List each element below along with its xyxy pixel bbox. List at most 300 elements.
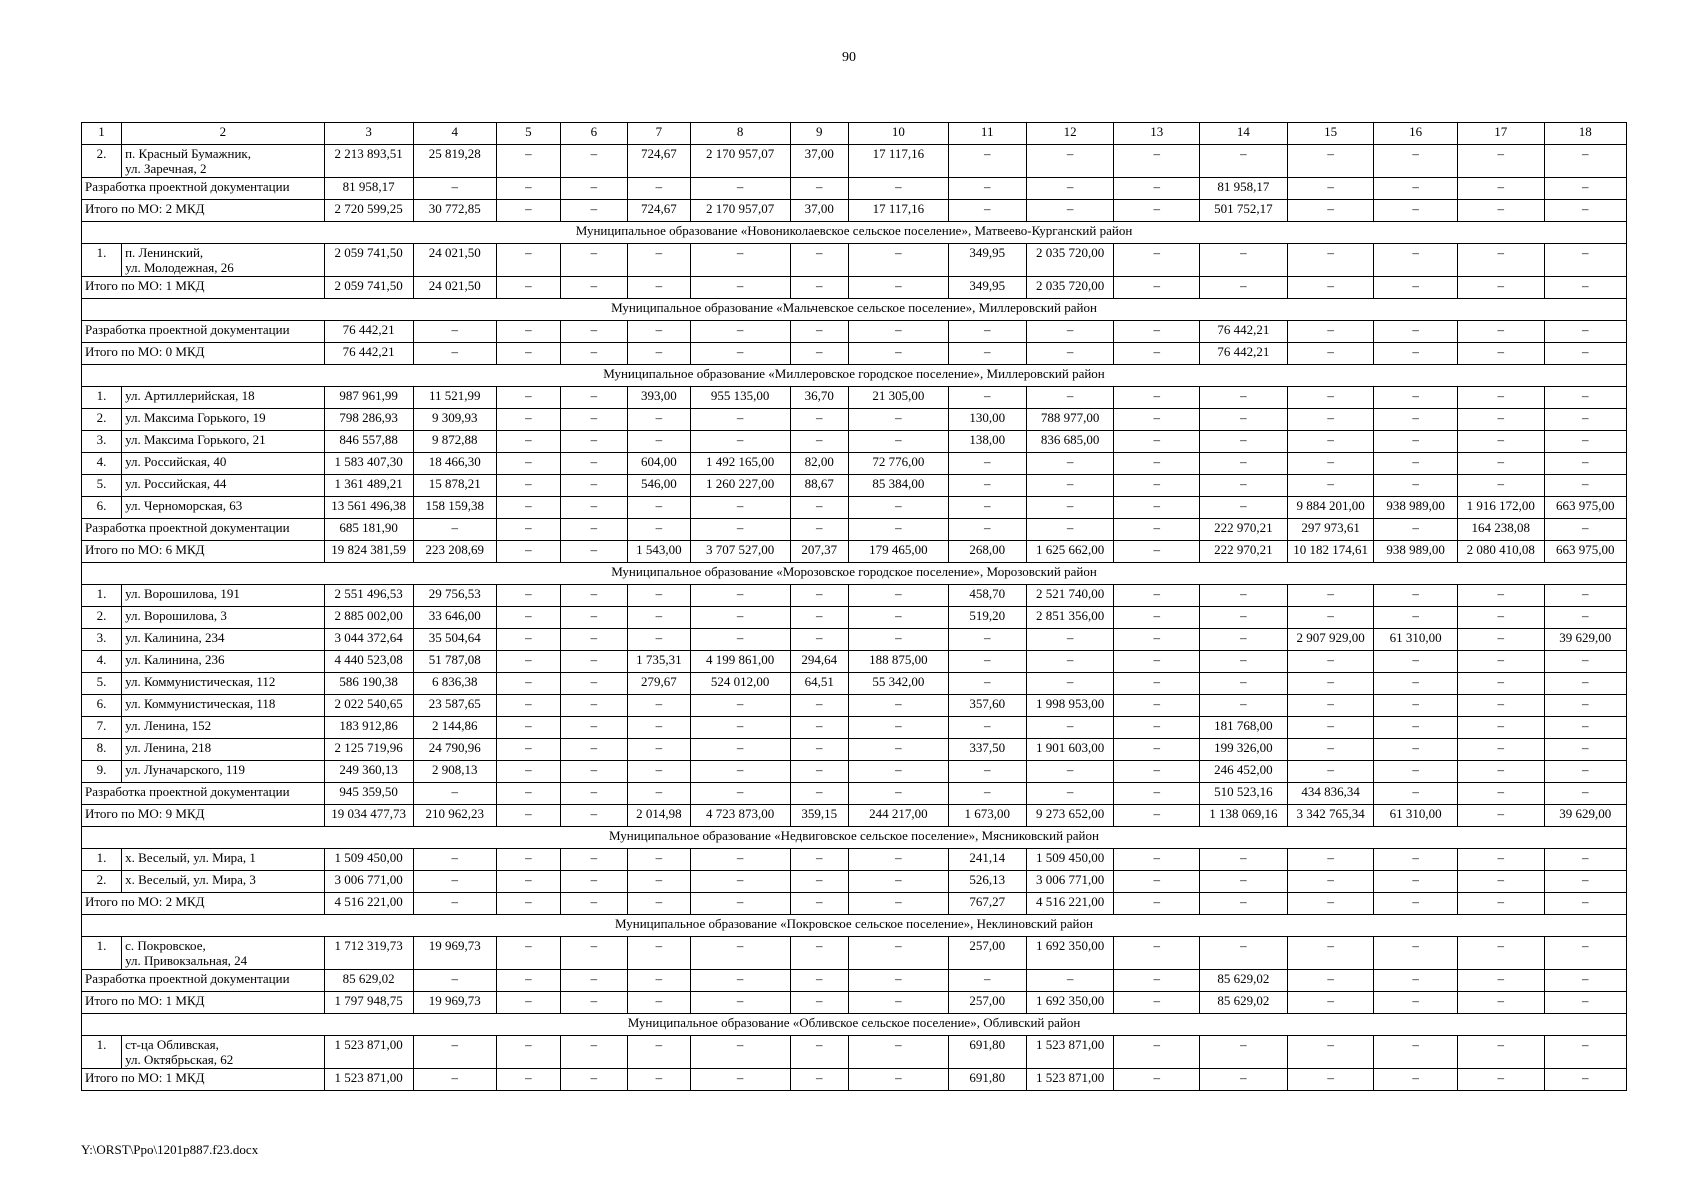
value-cell: 10 182 174,61 <box>1287 541 1374 563</box>
total-row <box>82 519 1627 541</box>
value-cell: 9 309,93 <box>413 409 496 431</box>
value-cell: – <box>790 739 849 761</box>
value-cell: – <box>690 1036 790 1069</box>
value-cell: – <box>496 497 560 519</box>
value-cell: – <box>560 541 627 563</box>
value-cell: 55 342,00 <box>849 673 949 695</box>
value-cell: – <box>560 1036 627 1069</box>
value-cell: – <box>496 629 560 651</box>
row-number: 7. <box>82 717 122 739</box>
section-title: Муниципальное образование «Обливское сельское поселение», Обливский район <box>82 1014 1627 1036</box>
value-cell: 183 912,86 <box>324 717 413 739</box>
address-cell: ул. Артиллерийская, 18 <box>122 387 325 409</box>
value-cell: – <box>790 761 849 783</box>
value-cell: 1 138 069,16 <box>1200 805 1288 827</box>
value-cell: 2 014,98 <box>628 805 691 827</box>
value-cell: – <box>790 178 849 200</box>
value-cell: – <box>690 519 790 541</box>
value-cell: – <box>1457 992 1544 1014</box>
value-cell: – <box>1544 200 1626 222</box>
value-cell: – <box>1200 431 1288 453</box>
value-cell: – <box>1200 695 1288 717</box>
value-cell: 1 583 407,30 <box>324 453 413 475</box>
value-cell: 1 692 350,00 <box>1026 937 1114 970</box>
value-cell: 19 824 381,59 <box>324 541 413 563</box>
column-header: 16 <box>1374 123 1457 145</box>
value-cell: – <box>1374 673 1457 695</box>
value-cell: – <box>849 739 949 761</box>
value-cell: – <box>628 607 691 629</box>
value-cell: 25 819,28 <box>413 145 496 178</box>
section-title: Муниципальное образование «Миллеровское городское поселение», Миллеровский район <box>82 365 1627 387</box>
value-cell: – <box>849 871 949 893</box>
value-cell: – <box>413 343 496 365</box>
value-cell: 1 492 165,00 <box>690 453 790 475</box>
column-header: 2 <box>122 123 325 145</box>
value-cell: – <box>496 200 560 222</box>
value-cell: – <box>413 519 496 541</box>
value-cell: 1 712 319,73 <box>324 937 413 970</box>
value-cell: – <box>1026 651 1114 673</box>
value-cell: – <box>1374 200 1457 222</box>
row-label: Итого по МО: 6 МКД <box>82 541 325 563</box>
row-number: 6. <box>82 695 122 717</box>
row-number: 5. <box>82 673 122 695</box>
value-cell: – <box>1287 970 1374 992</box>
value-cell: – <box>628 277 691 299</box>
value-cell: 37,00 <box>790 145 849 178</box>
value-cell: – <box>1544 431 1626 453</box>
value-cell: – <box>790 607 849 629</box>
value-cell: – <box>413 783 496 805</box>
value-cell: – <box>496 431 560 453</box>
value-cell: 2 851 356,00 <box>1026 607 1114 629</box>
value-cell: – <box>413 970 496 992</box>
value-cell: 188 875,00 <box>849 651 949 673</box>
value-cell: – <box>496 409 560 431</box>
address-cell: ул. Луначарского, 119 <box>122 761 325 783</box>
value-cell: – <box>690 970 790 992</box>
total-row <box>82 200 1627 222</box>
value-cell: 767,27 <box>948 893 1026 915</box>
value-cell: – <box>1026 497 1114 519</box>
address-cell: ул. Максима Горького, 19 <box>122 409 325 431</box>
value-cell: 526,13 <box>948 871 1026 893</box>
value-cell: – <box>1200 409 1288 431</box>
value-cell: – <box>690 761 790 783</box>
value-cell: 207,37 <box>790 541 849 563</box>
value-cell: – <box>1200 673 1288 695</box>
value-cell: – <box>628 893 691 915</box>
table-row <box>82 244 1627 277</box>
value-cell: – <box>1026 629 1114 651</box>
value-cell: – <box>1457 893 1544 915</box>
value-cell: 3 006 771,00 <box>324 871 413 893</box>
value-cell: 297 973,61 <box>1287 519 1374 541</box>
value-cell: 246 452,00 <box>1200 761 1288 783</box>
value-cell: – <box>560 607 627 629</box>
total-row <box>82 992 1627 1014</box>
value-cell: 691,80 <box>948 1036 1026 1069</box>
value-cell: 1 916 172,00 <box>1457 497 1544 519</box>
value-cell: – <box>1114 1069 1200 1091</box>
value-cell: – <box>1114 409 1200 431</box>
value-cell: – <box>690 871 790 893</box>
total-row <box>82 805 1627 827</box>
value-cell: – <box>1287 849 1374 871</box>
value-cell: – <box>1114 673 1200 695</box>
value-cell: – <box>496 651 560 673</box>
value-cell: – <box>1114 607 1200 629</box>
value-cell: – <box>690 277 790 299</box>
value-cell: – <box>1026 519 1114 541</box>
value-cell: – <box>948 673 1026 695</box>
value-cell: 1 509 450,00 <box>1026 849 1114 871</box>
value-cell: – <box>560 717 627 739</box>
address-cell: ул. Российская, 40 <box>122 453 325 475</box>
value-cell: – <box>1287 244 1374 277</box>
value-cell: – <box>560 321 627 343</box>
value-cell: – <box>1544 453 1626 475</box>
value-cell: – <box>1544 673 1626 695</box>
value-cell: – <box>948 387 1026 409</box>
address-cell: х. Веселый, ул. Мира, 1 <box>122 849 325 871</box>
value-cell: – <box>496 992 560 1014</box>
value-cell: – <box>1457 1036 1544 1069</box>
value-cell: 4 199 861,00 <box>690 651 790 673</box>
value-cell: – <box>560 200 627 222</box>
value-cell: 24 790,96 <box>413 739 496 761</box>
value-cell: – <box>628 585 691 607</box>
column-header: 3 <box>324 123 413 145</box>
column-header: 18 <box>1544 123 1626 145</box>
value-cell: – <box>1457 695 1544 717</box>
value-cell: 1 625 662,00 <box>1026 541 1114 563</box>
value-cell: – <box>1114 475 1200 497</box>
value-cell: – <box>560 695 627 717</box>
value-cell: – <box>948 717 1026 739</box>
value-cell: – <box>849 970 949 992</box>
value-cell: – <box>1287 937 1374 970</box>
table-body <box>82 123 1627 1091</box>
value-cell: 4 516 221,00 <box>1026 893 1114 915</box>
value-cell: – <box>1026 200 1114 222</box>
value-cell: – <box>690 629 790 651</box>
table-row <box>82 475 1627 497</box>
value-cell: 81 958,17 <box>1200 178 1288 200</box>
value-cell: – <box>628 343 691 365</box>
value-cell: 6 836,38 <box>413 673 496 695</box>
value-cell: 1 797 948,75 <box>324 992 413 1014</box>
value-cell: 393,00 <box>628 387 691 409</box>
value-cell: – <box>948 629 1026 651</box>
address-cell: ул. Калинина, 234 <box>122 629 325 651</box>
value-cell: 210 962,23 <box>413 805 496 827</box>
value-cell: – <box>496 178 560 200</box>
value-cell: 279,67 <box>628 673 691 695</box>
value-cell: – <box>413 178 496 200</box>
value-cell: – <box>496 1069 560 1091</box>
value-cell: – <box>1114 739 1200 761</box>
value-cell: 4 440 523,08 <box>324 651 413 673</box>
value-cell: 1 673,00 <box>948 805 1026 827</box>
table-row <box>82 585 1627 607</box>
value-cell: 2 059 741,50 <box>324 277 413 299</box>
row-label: Итого по МО: 1 МКД <box>82 992 325 1014</box>
value-cell: – <box>849 321 949 343</box>
address-cell: ул. Ленина, 218 <box>122 739 325 761</box>
value-cell: – <box>1114 805 1200 827</box>
value-cell: 2 551 496,53 <box>324 585 413 607</box>
value-cell: – <box>560 992 627 1014</box>
value-cell: – <box>496 783 560 805</box>
value-cell: – <box>1544 937 1626 970</box>
value-cell: – <box>1544 970 1626 992</box>
value-cell: – <box>790 849 849 871</box>
value-cell: – <box>1287 409 1374 431</box>
value-cell: – <box>1114 178 1200 200</box>
value-cell: – <box>1287 200 1374 222</box>
value-cell: – <box>1200 1069 1288 1091</box>
value-cell: – <box>628 849 691 871</box>
value-cell: – <box>948 497 1026 519</box>
value-cell: – <box>1114 431 1200 453</box>
value-cell: – <box>560 970 627 992</box>
value-cell: – <box>849 761 949 783</box>
value-cell: – <box>1200 387 1288 409</box>
value-cell: – <box>790 871 849 893</box>
value-cell: – <box>1200 893 1288 915</box>
value-cell: – <box>1457 387 1544 409</box>
value-cell: – <box>849 343 949 365</box>
value-cell: – <box>560 431 627 453</box>
value-cell: 2 059 741,50 <box>324 244 413 277</box>
value-cell: 1 735,31 <box>628 651 691 673</box>
value-cell: – <box>1374 992 1457 1014</box>
value-cell: – <box>1114 1036 1200 1069</box>
value-cell: – <box>1287 431 1374 453</box>
value-cell: – <box>790 970 849 992</box>
value-cell: 685 181,90 <box>324 519 413 541</box>
value-cell: 519,20 <box>948 607 1026 629</box>
value-cell: 798 286,93 <box>324 409 413 431</box>
row-label: Итого по МО: 2 МКД <box>82 200 325 222</box>
value-cell: – <box>1374 178 1457 200</box>
value-cell: – <box>628 695 691 717</box>
value-cell: 4 723 873,00 <box>690 805 790 827</box>
value-cell: – <box>790 497 849 519</box>
value-cell: – <box>560 585 627 607</box>
section-row <box>82 365 1627 387</box>
value-cell: 691,80 <box>948 1069 1026 1091</box>
value-cell: – <box>1374 717 1457 739</box>
value-cell: 788 977,00 <box>1026 409 1114 431</box>
value-cell: – <box>496 849 560 871</box>
value-cell: 257,00 <box>948 937 1026 970</box>
value-cell: – <box>1374 970 1457 992</box>
value-cell: 241,14 <box>948 849 1026 871</box>
value-cell: – <box>790 277 849 299</box>
value-cell: – <box>948 453 1026 475</box>
value-cell: 24 021,50 <box>413 244 496 277</box>
value-cell: – <box>1374 739 1457 761</box>
value-cell: – <box>560 1069 627 1091</box>
value-cell: – <box>1374 387 1457 409</box>
value-cell: 2 080 410,08 <box>1457 541 1544 563</box>
value-cell: 955 135,00 <box>690 387 790 409</box>
value-cell: – <box>628 178 691 200</box>
value-cell: – <box>1544 409 1626 431</box>
value-cell: – <box>1544 178 1626 200</box>
value-cell: – <box>1287 673 1374 695</box>
row-number: 3. <box>82 431 122 453</box>
value-cell: 357,60 <box>948 695 1026 717</box>
value-cell: – <box>496 387 560 409</box>
row-number: 1. <box>82 1036 122 1069</box>
value-cell: – <box>1287 893 1374 915</box>
value-cell: – <box>1287 717 1374 739</box>
table-row <box>82 629 1627 651</box>
value-cell: – <box>849 585 949 607</box>
value-cell: – <box>849 1036 949 1069</box>
value-cell: – <box>560 761 627 783</box>
value-cell: 17 117,16 <box>849 200 949 222</box>
value-cell: – <box>496 607 560 629</box>
value-cell: – <box>560 409 627 431</box>
value-cell: – <box>1287 651 1374 673</box>
value-cell: – <box>496 937 560 970</box>
value-cell: 19 969,73 <box>413 937 496 970</box>
value-cell: – <box>1114 783 1200 805</box>
value-cell: – <box>496 739 560 761</box>
value-cell: 15 878,21 <box>413 475 496 497</box>
value-cell: – <box>1457 200 1544 222</box>
value-cell: 23 587,65 <box>413 695 496 717</box>
value-cell: – <box>496 970 560 992</box>
value-cell: 1 543,00 <box>628 541 691 563</box>
table-row <box>82 409 1627 431</box>
value-cell: – <box>849 629 949 651</box>
value-cell: 2 125 719,96 <box>324 739 413 761</box>
table-row <box>82 739 1627 761</box>
address-cell: ул. Калинина, 236 <box>122 651 325 673</box>
total-row <box>82 343 1627 365</box>
value-cell: 938 989,00 <box>1374 541 1457 563</box>
value-cell: 19 969,73 <box>413 992 496 1014</box>
value-cell: – <box>1544 651 1626 673</box>
value-cell: – <box>948 651 1026 673</box>
value-cell: – <box>496 695 560 717</box>
value-cell: – <box>790 695 849 717</box>
capital-repair-table <box>81 122 1627 1091</box>
table-row <box>82 673 1627 695</box>
value-cell: – <box>628 739 691 761</box>
value-cell: – <box>560 145 627 178</box>
value-cell: – <box>1114 585 1200 607</box>
column-header: 5 <box>496 123 560 145</box>
row-number: 1. <box>82 244 122 277</box>
value-cell: – <box>1287 1036 1374 1069</box>
table-row <box>82 607 1627 629</box>
value-cell: – <box>1026 783 1114 805</box>
value-cell: 2 908,13 <box>413 761 496 783</box>
value-cell: – <box>849 893 949 915</box>
value-cell: 2 907 929,00 <box>1287 629 1374 651</box>
address-cell: ул. Коммунистическая, 118 <box>122 695 325 717</box>
value-cell: – <box>628 629 691 651</box>
value-cell: – <box>690 431 790 453</box>
row-number: 3. <box>82 629 122 651</box>
value-cell: – <box>1114 893 1200 915</box>
value-cell: – <box>1544 695 1626 717</box>
value-cell: – <box>560 651 627 673</box>
total-row <box>82 178 1627 200</box>
value-cell: 81 958,17 <box>324 178 413 200</box>
value-cell: 1 260 227,00 <box>690 475 790 497</box>
value-cell: – <box>1200 871 1288 893</box>
value-cell: – <box>560 805 627 827</box>
value-cell: – <box>849 849 949 871</box>
value-cell: 2 170 957,07 <box>690 145 790 178</box>
table-row <box>82 695 1627 717</box>
value-cell: – <box>690 321 790 343</box>
value-cell: 85 384,00 <box>849 475 949 497</box>
value-cell: – <box>1374 244 1457 277</box>
value-cell: 76 442,21 <box>1200 321 1288 343</box>
row-number: 1. <box>82 387 122 409</box>
value-cell: – <box>1457 1069 1544 1091</box>
value-cell: – <box>1200 1036 1288 1069</box>
value-cell: – <box>496 519 560 541</box>
value-cell: – <box>1287 992 1374 1014</box>
value-cell: 294,64 <box>790 651 849 673</box>
table-row <box>82 387 1627 409</box>
address-cell: п. Красный Бумажник, ул. Заречная, 2 <box>122 145 325 178</box>
value-cell: – <box>790 992 849 1014</box>
value-cell: – <box>628 992 691 1014</box>
value-cell: – <box>1544 387 1626 409</box>
value-cell: 244 217,00 <box>849 805 949 827</box>
value-cell: – <box>1544 871 1626 893</box>
value-cell: – <box>690 1069 790 1091</box>
value-cell: – <box>413 849 496 871</box>
value-cell: – <box>1114 651 1200 673</box>
value-cell: – <box>1544 585 1626 607</box>
value-cell: – <box>628 497 691 519</box>
value-cell: – <box>1544 761 1626 783</box>
value-cell: – <box>948 178 1026 200</box>
column-header: 6 <box>560 123 627 145</box>
column-header: 1 <box>82 123 122 145</box>
value-cell: – <box>790 893 849 915</box>
column-header: 14 <box>1200 123 1288 145</box>
value-cell: 1 361 489,21 <box>324 475 413 497</box>
table-row <box>82 849 1627 871</box>
value-cell: – <box>1200 651 1288 673</box>
value-cell: 76 442,21 <box>324 321 413 343</box>
value-cell: – <box>1374 343 1457 365</box>
value-cell: – <box>690 849 790 871</box>
value-cell: – <box>1114 497 1200 519</box>
value-cell: 222 970,21 <box>1200 541 1288 563</box>
value-cell: 1 901 603,00 <box>1026 739 1114 761</box>
value-cell: – <box>1544 1036 1626 1069</box>
value-cell: – <box>496 673 560 695</box>
value-cell: – <box>1200 244 1288 277</box>
value-cell: – <box>1457 178 1544 200</box>
address-cell: с. Покровское, ул. Привокзальная, 24 <box>122 937 325 970</box>
value-cell: – <box>1200 629 1288 651</box>
